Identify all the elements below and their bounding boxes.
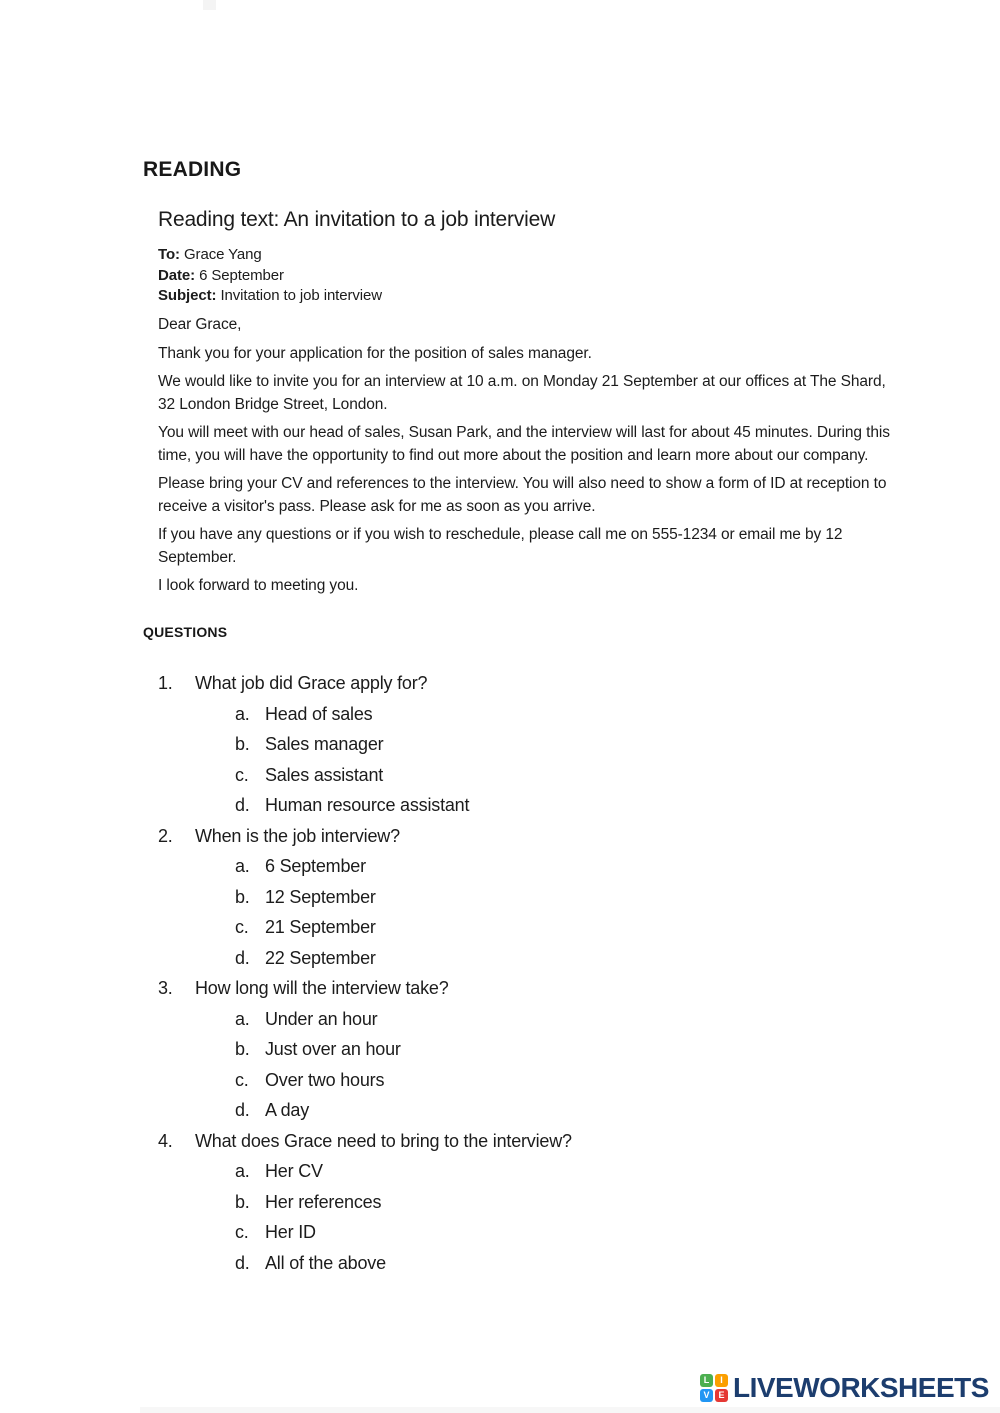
answer-option-text: Her ID xyxy=(265,1222,316,1242)
question-row xyxy=(158,973,898,1004)
answer-option-row xyxy=(158,1217,898,1248)
answer-option-text: A day xyxy=(265,1100,310,1120)
question-row xyxy=(158,821,898,852)
answer-option-text: Her references xyxy=(265,1191,382,1212)
scan-artifact-top xyxy=(203,0,216,10)
answer-option-letter: c. xyxy=(235,1069,249,1090)
question-number: 2. xyxy=(158,825,173,846)
answer-option-text: Just over an hour xyxy=(265,1039,401,1059)
answer-option-text: 6 September xyxy=(265,856,366,876)
answer-option-row xyxy=(158,790,898,821)
section-heading-reading: READING xyxy=(143,158,242,181)
answer-option-row xyxy=(158,1095,898,1126)
answer-option-letter: b. xyxy=(235,1191,250,1212)
answer-option-letter: d. xyxy=(235,795,250,815)
question-row xyxy=(158,668,898,699)
answer-option-row xyxy=(158,729,898,760)
answer-option-letter: a. xyxy=(235,1161,250,1181)
answer-option-row xyxy=(158,851,898,882)
answer-option-row xyxy=(158,1187,898,1218)
email-paragraph: If you have any questions or if you wish to reschedule, please call me on 555-1234 or email me by 12 September. xyxy=(158,526,843,566)
answer-option-text: All of the above xyxy=(265,1252,386,1273)
answer-option-letter: d. xyxy=(235,947,250,968)
answer-option-text: Over two hours xyxy=(265,1069,385,1090)
answer-option-row xyxy=(158,912,898,943)
answer-option-row xyxy=(158,699,898,730)
question-text: What does Grace need to bring to the interview? xyxy=(195,1130,572,1151)
email-paragraph: You will meet with our head of sales, Susan Park, and the interview will last for about 45 minutes. During this time, you will have the opportunity to find out more about the position and learn more about our company. xyxy=(158,424,890,464)
liveworksheets-logo xyxy=(700,1372,989,1404)
answer-option-row xyxy=(158,1156,898,1187)
logo-square-e: E xyxy=(715,1389,728,1402)
answer-option-letter: c. xyxy=(235,1222,249,1242)
answer-option-row xyxy=(158,760,898,791)
answer-option-letter: b. xyxy=(235,1039,250,1059)
email-paragraph: We would like to invite you for an interview at 10 a.m. on Monday 21 September at our offices at The Shard, 32 London Bridge Street, London. xyxy=(158,373,886,413)
answer-option-row xyxy=(158,1248,898,1279)
email-body xyxy=(158,314,898,604)
liveworksheets-logo-icon xyxy=(700,1374,728,1402)
email-meta-value: 6 September xyxy=(195,266,284,284)
answer-option-row xyxy=(158,943,898,974)
question-text: When is the job interview? xyxy=(195,825,400,846)
question-number: 1. xyxy=(158,673,173,693)
email-meta-row xyxy=(158,286,382,307)
answer-option-row xyxy=(158,1065,898,1096)
answer-option-text: Head of sales xyxy=(265,703,373,724)
answer-option-text: Human resource assistant xyxy=(265,795,470,815)
logo-square-i: I xyxy=(715,1374,728,1387)
email-paragraph: Please bring your CV and references to the interview. You will also need to show a form of ID at reception to receive a visitor's pass. Please ask for me as soon as you arrive. xyxy=(158,475,887,515)
question-text: How long will the interview take? xyxy=(195,978,449,998)
answer-option-text: 22 September xyxy=(265,947,376,968)
answer-option-text: Her CV xyxy=(265,1161,323,1181)
answer-option-row xyxy=(158,882,898,913)
answer-option-letter: a. xyxy=(235,1008,250,1029)
reading-text-title: Reading text: An invitation to a job interview xyxy=(158,208,556,231)
scan-artifact-bottom xyxy=(140,1407,1000,1413)
answer-option-letter: b. xyxy=(235,734,250,754)
answer-option-text: Under an hour xyxy=(265,1008,378,1029)
answer-option-letter: d. xyxy=(235,1100,250,1120)
email-meta-label: To: xyxy=(158,246,180,263)
questions-heading: QUESTIONS xyxy=(143,624,228,640)
answer-option-letter: a. xyxy=(235,856,250,876)
email-meta-row xyxy=(158,266,382,287)
email-meta-value: Invitation to job interview xyxy=(216,287,382,304)
answer-option-text: Sales manager xyxy=(265,734,384,754)
email-meta-block xyxy=(158,245,382,307)
answer-option-letter: a. xyxy=(235,703,250,724)
answer-option-text: Sales assistant xyxy=(265,764,384,785)
email-paragraph: Thank you for your application for the position of sales manager. xyxy=(158,344,592,362)
email-paragraph: I look forward to meeting you. xyxy=(158,577,359,594)
answer-option-row xyxy=(158,1004,898,1035)
questions-list xyxy=(158,668,898,1278)
email-meta-value: Grace Yang xyxy=(179,246,262,263)
answer-option-text: 12 September xyxy=(265,886,376,907)
email-meta-label: Date: xyxy=(158,266,196,284)
question-number: 4. xyxy=(158,1130,173,1151)
email-meta-label: Subject: xyxy=(158,287,217,304)
question-text: What job did Grace apply for? xyxy=(195,673,428,693)
logo-square-l: L xyxy=(700,1374,713,1387)
answer-option-text: 21 September xyxy=(265,917,376,937)
answer-option-row xyxy=(158,1034,898,1065)
logo-square-v: V xyxy=(700,1389,713,1402)
email-paragraph: Dear Grace, xyxy=(158,316,242,333)
question-number: 3. xyxy=(158,978,173,998)
answer-option-letter: c. xyxy=(235,764,249,785)
answer-option-letter: b. xyxy=(235,886,250,907)
liveworksheets-logo-text: LIVEWORKSHEETS xyxy=(733,1372,989,1403)
answer-option-letter: d. xyxy=(235,1252,250,1273)
email-meta-row xyxy=(158,245,382,266)
answer-option-letter: c. xyxy=(235,917,249,937)
question-row xyxy=(158,1126,898,1157)
